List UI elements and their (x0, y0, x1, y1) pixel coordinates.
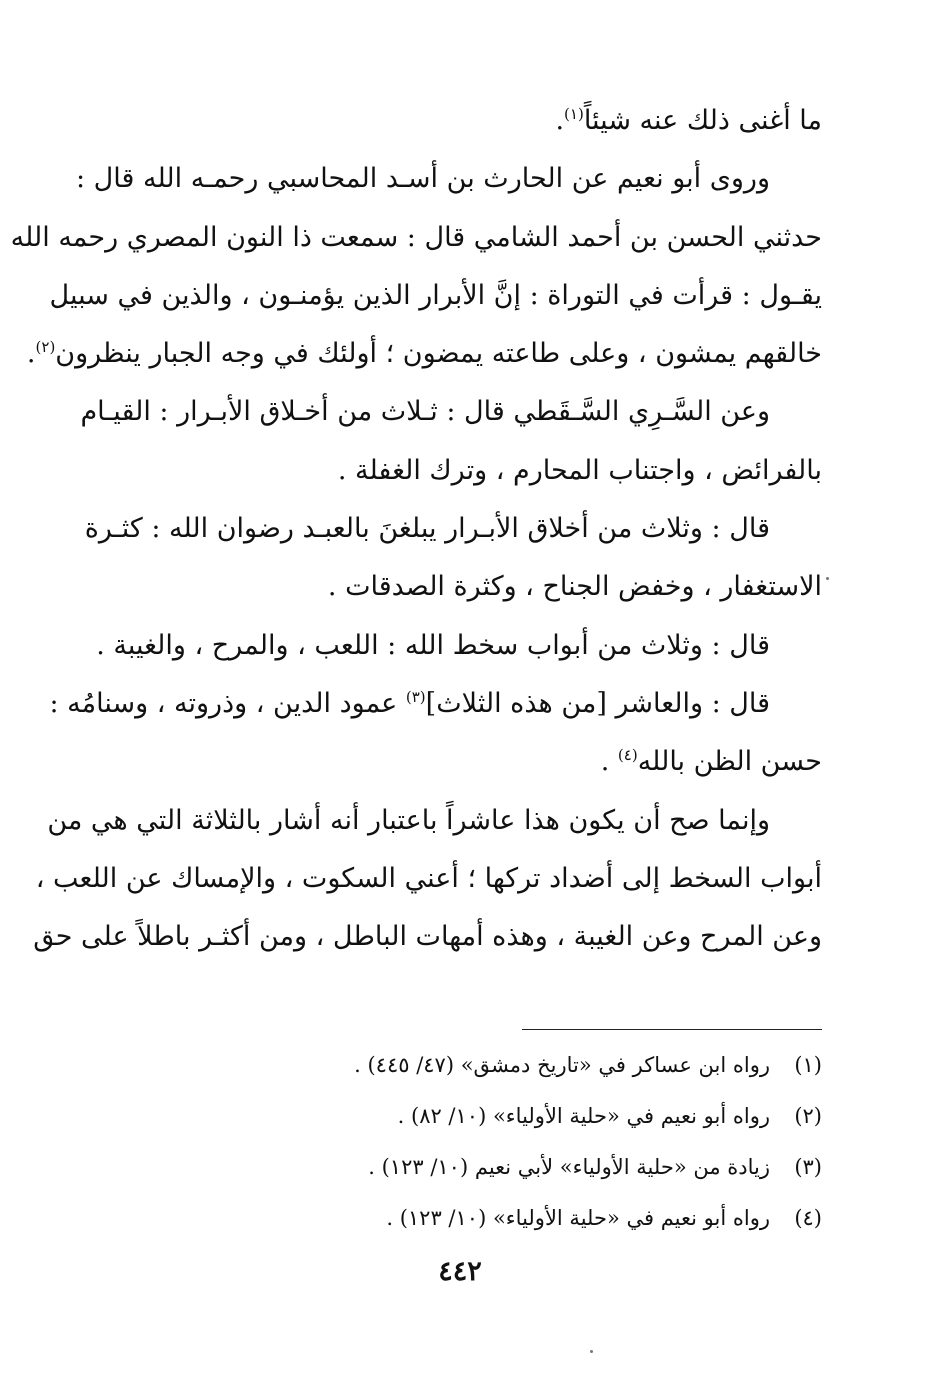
footnote-ref: (١) (564, 105, 584, 123)
text-line: خالقهم يمشون ، وعلى طاعته يمضون ؛ أولئك في وجه الجبار ينظرون$^{(٢)}$. (26, 338, 822, 370)
footnote-ref: (٣) (405, 687, 426, 706)
text-line: وعن المرح وعن الغيبة ، وهذه أمهات الباطل ، ومن أكثـر باطلاً على حق (33, 921, 822, 953)
text-line: وروى أبو نعيم عن الحارث بن أسـد المحاسبي رحمـه الله قال : (75, 163, 770, 195)
footnote-number: (٢) (794, 1104, 822, 1128)
text-line: يقـول : قرأت في التوراة : إنَّ الأبرار الذين يؤمنـون ، والذين في سبيل (49, 279, 822, 311)
text-line: حدثني الحسن بن أحمد الشامي قال : سمعت ذا النون المصري رحمه الله (10, 221, 822, 253)
footnote-item (300, 1142, 822, 1193)
text-line: قال : وثلاث من أخلاق الأبـرار يبلغنَ بالعبـد رضوان الله : كثـرة (84, 513, 770, 545)
footnote-ref: (٤) (617, 746, 638, 765)
main-text (10, 92, 822, 966)
footnote-text: رواه أبو نعيم في «حلية الأولياء» (١٠/ ٨٢) . (397, 1104, 770, 1128)
footnote-text: رواه أبو نعيم في «حلية الأولياء» (١٠/ ١٢٣) . (386, 1206, 770, 1230)
text-line: وإنما صح أن يكون هذا عاشراً باعتبار أنه أشار بالثلاثة التي هي من (47, 804, 770, 836)
text-line: حسن الظن بالله$^{(٤)}$ . (600, 746, 822, 778)
scan-speck (826, 577, 829, 580)
footnote-text: رواه ابن عساكر في «تاريخ دمشق» (٤٧/ ٤٤٥) . (354, 1053, 770, 1077)
footnote-item (300, 1193, 822, 1244)
text-line: أبواب السخط إلى أضداد تركها ؛ أعني السكوت ، والإمساك عن اللعب ، (35, 862, 822, 894)
footnote-item (300, 1091, 822, 1142)
footnote-ref: (٢) (35, 338, 56, 357)
footnote-number: (٤) (794, 1206, 822, 1230)
footnotes (300, 1040, 822, 1244)
footnote-divider (522, 1029, 822, 1030)
scan-speck (590, 1350, 593, 1353)
text-line: ما أغنى ذلك عنه شيئاً$^{(١)}$. (555, 105, 822, 136)
footnote-text: زيادة من «حلية الأولياء» لأبي نعيم (١٠/ ١٢٣) . (368, 1155, 770, 1179)
footnote-number: (٣) (794, 1155, 822, 1179)
footnote-item (300, 1040, 822, 1091)
text-line: بالفرائض ، واجتناب المحارم ، وترك الغفلة . (337, 454, 822, 486)
text-line: وعن السَّـرِي السَّـقَطي قال : ثـلاث من أخـلاق الأبـرار : القيـام (80, 396, 770, 428)
page-number: ٤٤٢ (438, 1256, 482, 1287)
text-line: قال : والعاشر [من هذه الثلاث]$^{(٣)}$ عمود الدين ، وذروته ، وسنامُه : (49, 687, 770, 719)
footnote-number: (١) (794, 1053, 822, 1077)
text-line: الاستغفار ، وخفض الجناح ، وكثرة الصدقات . (327, 571, 822, 603)
text-line: قال : وثلاث من أبواب سخط الله : اللعب ، والمرح ، والغيبة . (96, 629, 770, 661)
